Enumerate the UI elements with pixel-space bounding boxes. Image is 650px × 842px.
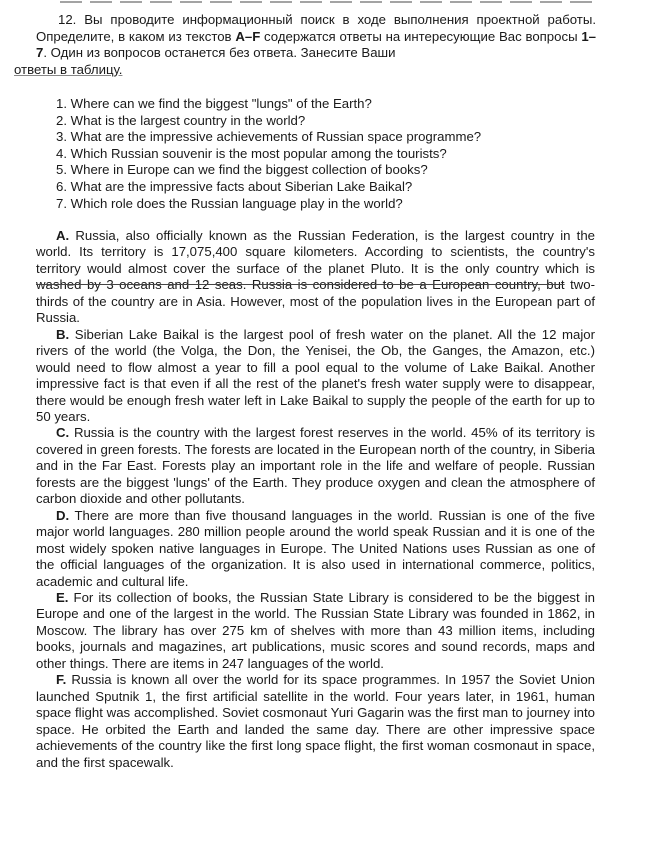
question-item: 6. What are the impressive facts about Siberian Lake Baikal? (56, 178, 413, 194)
text-body: There are more than five thousand languages in the world. Russian is one of the five major world languages. 280 million people around the world speak Russian and it is one of the most widely spoken native languages in Europe. The United Nations uses Russian as one of the official languages of the organization. It is also used in international commerce, politics, academic and cultural life. (36, 507, 595, 589)
text-body: two-thirds of the country are in Asia. However, most of the population lives in the European part of Russia. (36, 277, 595, 326)
text-b (36, 327, 595, 426)
text-body: Russia, also officially known as the Russian Federation, is the largest country in the world. Its territory is 17,075,400 square kilometers. According to scientists, the country's territory would almost cover the surface of the planet Pluto. It is the only country which is (36, 228, 595, 276)
task-text-part-1: Вы проводите информационный поиск в ходе выполнения проектной работы. Определите, в каком из текстов (36, 12, 596, 44)
task-instructions (14, 12, 597, 78)
text-letter: D. (56, 507, 70, 523)
text-body: Russia is known all over the world for its space programmes. In 1957 the Soviet Union launched Sputnik 1, the first artificial satellite in the world. Four years later, in 1961, human space flight was accomplished. Soviet cosmonaut Yuri Gagarin was the first man to journey into space. He orbited the Earth and landed the same day. There are other impressive space achievements of the country like the first long space flight, the first woman cosmonaut in space, and the first spacewalk. (36, 672, 595, 770)
texts-section (36, 228, 595, 771)
question-item: 1. Where can we find the biggest "lungs" of the Earth? (56, 96, 372, 111)
cropped-previous-line (60, 0, 600, 4)
text-body: Siberian Lake Baikal is the largest pool of fresh water on the planet. All the 12 major rivers of the world (the Volga, the Don, the Yenisei, the Ob, the Ganges, the Amazon, etc.) would need to flow almost a year to fill a pool equal to the volume of Lake Baikal. Another impressive fact is that even if all the rest of the planet's fresh water supply were to disappear, there would be enough fresh water left in Lake Baikal to supply the people of the earth for up to 50 years. (36, 326, 595, 424)
task-number: 12. (58, 12, 77, 27)
text-letter: F. (56, 672, 67, 688)
question-item: 3. What are the impressive achievements of Russian space programme? (56, 129, 482, 145)
task-text-part-4: ответы в таблицу. (14, 61, 123, 77)
text-letter: B. (56, 326, 70, 342)
task-text-part-3: . Один из вопросов останется без ответа. Занесите Ваши (43, 45, 396, 60)
text-e (36, 590, 595, 672)
question-item: 2. What is the largest country in the world? (56, 112, 306, 128)
question-item: 5. Where in Europe can we find the biggest collection of books? (56, 162, 428, 178)
questions-list (56, 96, 596, 212)
task-questions-range: 1–7 (36, 28, 597, 60)
text-f (36, 672, 595, 771)
text-a (36, 228, 595, 327)
task-letters-range: A–F (235, 28, 261, 44)
text-body-struck: washed by 3 oceans and 12 seas. Russia is considered to be a European country, but (36, 277, 565, 293)
text-letter: A. (56, 228, 70, 243)
text-letter: E. (56, 589, 69, 605)
task-paragraph (14, 12, 597, 78)
task-text-part-2: содержатся ответы на интересующие Вас вопросы (260, 28, 582, 44)
text-letter: C. (56, 425, 70, 441)
question-item: 4. Which Russian souvenir is the most popular among the tourists? (56, 145, 447, 161)
text-body: For its collection of books, the Russian State Library is considered to be the biggest in Europe and one of the largest in the world. The Russian State Library was founded in 1862, in Moscow. The library has over 275 km of shelves with more than 43 million items, including books, journals and magazines, art publications, music scores and sound records, maps and other things. There are items in 247 languages of the world. (36, 589, 595, 671)
text-c (36, 425, 595, 507)
text-d (36, 508, 595, 590)
question-item: 7. Which role does the Russian language play in the world? (56, 195, 403, 211)
text-body: Russia is the country with the largest forest reserves in the world. 45% of its territory is covered in green forests. The forests are located in the European north of the country, in Siberia and in the Far East. Forests play an important role in the life and welfare of people. Russian forests are the biggest 'lungs' of the Earth. They produce oxygen and clean the atmosphere of carbon dioxide and other pollutants. (36, 425, 595, 507)
